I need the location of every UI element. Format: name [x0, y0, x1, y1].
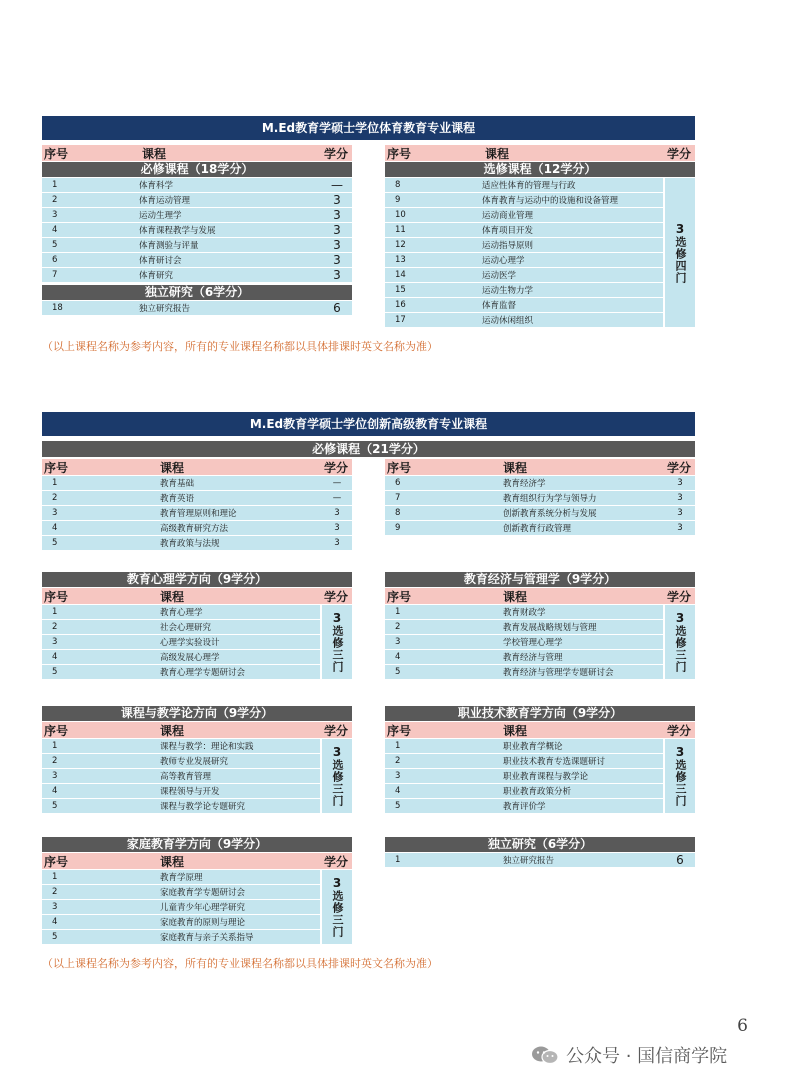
course-name: 教育发展战略规划与管理 — [503, 623, 597, 633]
column-header-row — [42, 722, 352, 738]
row-number: 3 — [52, 771, 58, 781]
row-number: 3 — [52, 210, 58, 220]
row-number: 2 — [52, 622, 58, 632]
row-number: 1 — [395, 741, 401, 751]
table-row — [42, 620, 320, 634]
course-name: 运动医学 — [482, 271, 517, 281]
course-name: 职业技术教育专选课题研讨 — [503, 757, 606, 767]
watermark-text: 公众号 · 国信商学院 — [566, 1046, 728, 1067]
course-name: 教育心理学专题研讨会 — [160, 668, 246, 678]
column-header-row — [42, 853, 352, 869]
course-name: 独立研究报告 — [139, 304, 191, 314]
credit-value: 3 — [677, 493, 683, 503]
table-row — [385, 665, 663, 679]
column-header-credit: 学分 — [324, 854, 349, 869]
wechat-watermark — [530, 1042, 727, 1068]
row-number: 5 — [395, 667, 401, 677]
section1-left-table — [42, 145, 352, 316]
table-row — [385, 635, 663, 649]
course-name: 教育学原理 — [160, 873, 203, 883]
column-header-course: 课程 — [503, 460, 528, 475]
course-name: 家庭教育的原则与理论 — [160, 918, 246, 928]
table-row — [42, 665, 320, 679]
course-name: 独立研究报告 — [503, 856, 555, 866]
table-row — [42, 915, 320, 929]
course-name: 创新教育行政管理 — [503, 524, 572, 534]
course-name: 职业教育政策分析 — [503, 787, 572, 797]
credit-elective-cell — [665, 739, 695, 813]
table-row — [42, 238, 352, 252]
row-number: 4 — [395, 786, 401, 796]
course-name: 体育研究 — [139, 271, 174, 281]
table-row — [42, 900, 320, 914]
column-header-course: 课程 — [503, 589, 528, 604]
course-name: 教育基础 — [160, 479, 195, 489]
row-number: 5 — [52, 667, 58, 677]
column-header-row — [42, 459, 352, 475]
column-header-no: 序号 — [387, 460, 412, 475]
credit-value: 3 — [334, 523, 340, 533]
row-number: 16 — [395, 300, 406, 310]
credit-value: 6 — [333, 301, 341, 315]
direction-title: 教育心理学方向（9学分） — [42, 572, 352, 587]
row-number: 5 — [52, 538, 58, 548]
course-name: 教育政策与法规 — [160, 539, 220, 549]
table-row — [42, 799, 320, 813]
course-name: 体育测验与评量 — [139, 241, 199, 251]
direction-title: 职业技术教育学方向（9学分） — [385, 706, 695, 721]
table-row — [385, 739, 663, 753]
table-row — [385, 754, 663, 768]
course-name: 教育管理原则和理论 — [160, 509, 237, 519]
column-header-no: 序号 — [44, 854, 69, 869]
direction-table-vocational — [385, 706, 695, 814]
wechat-icon — [530, 1044, 560, 1066]
row-number: 2 — [52, 887, 58, 897]
column-header-row — [385, 145, 695, 161]
course-name: 运动生理学 — [139, 211, 182, 221]
section2-required-left — [42, 459, 352, 551]
column-header-course: 课程 — [485, 146, 510, 161]
credit-value: 3 — [334, 508, 340, 518]
table-row — [42, 506, 352, 520]
course-name: 教育经济与管理学专题研讨会 — [503, 668, 614, 678]
course-name: 教育经济与管理 — [503, 653, 563, 663]
row-number: 1 — [52, 741, 58, 751]
row-number: 13 — [395, 255, 406, 265]
course-name: 课程与教学论专题研究 — [160, 802, 246, 812]
course-name: 体育研讨会 — [139, 256, 182, 266]
course-name: 运动休闲组织 — [482, 316, 534, 326]
credit-value: — — [332, 478, 342, 488]
course-name: 适应性体育的管理与行政 — [482, 181, 576, 191]
credit-value: 3 — [334, 538, 340, 548]
table-row — [42, 491, 352, 505]
table-row — [385, 238, 663, 252]
table-row — [385, 650, 663, 664]
row-number: 1 — [52, 872, 58, 882]
course-name: 儿童青少年心理学研究 — [160, 903, 246, 913]
table-row — [385, 476, 695, 490]
course-name: 课程领导与开发 — [160, 787, 220, 797]
column-header-row — [42, 145, 352, 161]
section2-title-bar: M.Ed教育学硕士学位创新高级教育专业课程 — [42, 412, 695, 436]
course-name: 教育英语 — [160, 494, 195, 504]
row-number: 3 — [52, 637, 58, 647]
credit-elective-cell — [665, 605, 695, 679]
course-name: 心理学实验设计 — [160, 638, 220, 648]
course-name: 运动生物力学 — [482, 286, 534, 296]
course-name: 高级教育研究方法 — [160, 524, 229, 534]
credit-elective-cell — [322, 739, 352, 813]
section2-required-title: 必修课程（21学分） — [42, 441, 695, 457]
credit-value: 3 — [333, 238, 341, 252]
credit-elective-number: 3 — [332, 876, 342, 890]
column-header-no: 序号 — [387, 723, 412, 738]
table-row — [42, 769, 320, 783]
row-number: 1 — [52, 478, 58, 488]
row-number: 5 — [52, 932, 58, 942]
row-number: 2 — [395, 622, 401, 632]
table-row — [42, 739, 320, 753]
row-number: 14 — [395, 270, 406, 280]
credit-elective-number: 3 — [332, 611, 342, 625]
credit-value: 3 — [677, 523, 683, 533]
row-number: 2 — [52, 493, 58, 503]
direction-title: 家庭教育学方向（9学分） — [42, 837, 352, 852]
column-header-credit: 学分 — [667, 589, 692, 604]
course-name: 体育教育与运动中的设施和设备管理 — [482, 196, 619, 206]
table-row — [385, 521, 695, 535]
page-number: 6 — [737, 1016, 748, 1036]
credit-elective-label: 选修四门 — [674, 235, 687, 284]
table-row — [385, 298, 663, 312]
credit-elective-label: 选修三门 — [674, 759, 687, 807]
table-row — [385, 313, 663, 327]
course-name: 社会心理研究 — [160, 623, 212, 633]
course-name: 学校管理心理学 — [503, 638, 563, 648]
column-header-course: 课程 — [142, 146, 167, 161]
table-row — [385, 193, 663, 207]
row-number: 1 — [52, 607, 58, 617]
table-row — [42, 208, 352, 222]
course-name: 体育运动管理 — [139, 196, 191, 206]
column-header-row — [385, 459, 695, 475]
direction-title: 课程与教学论方向（9学分） — [42, 706, 352, 721]
credit-value: 3 — [333, 208, 341, 222]
column-header-row — [42, 588, 352, 604]
credit-value: 3 — [677, 478, 683, 488]
table-row — [385, 491, 695, 505]
table-row — [42, 521, 352, 535]
table-row — [385, 268, 663, 282]
direction-table-psychology — [42, 572, 352, 680]
table-row — [385, 253, 663, 267]
column-header-credit: 学分 — [667, 723, 692, 738]
course-name: 教育评价学 — [503, 802, 546, 812]
row-number: 2 — [52, 195, 58, 205]
table-row — [385, 283, 663, 297]
row-number: 7 — [395, 493, 401, 503]
course-name: 高级发展心理学 — [160, 653, 220, 663]
column-header-credit: 学分 — [324, 723, 349, 738]
table-row — [42, 193, 352, 207]
table-row — [42, 268, 352, 282]
course-name: 课程与教学：理论和实践 — [160, 742, 254, 752]
credit-value: 3 — [677, 508, 683, 518]
direction-table-economics — [385, 572, 695, 680]
table-row — [42, 605, 320, 619]
credit-elective-cell — [322, 870, 352, 944]
course-name: 教育组织行为学与领导力 — [503, 494, 597, 504]
elective-courses-title: 选修课程（12学分） — [385, 162, 695, 177]
row-number: 3 — [52, 508, 58, 518]
course-name: 体育监督 — [482, 301, 517, 311]
row-number: 2 — [52, 756, 58, 766]
credit-value: 3 — [333, 268, 341, 282]
column-header-no: 序号 — [44, 589, 69, 604]
course-name: 创新教育系统分析与发展 — [503, 509, 597, 519]
row-number: 11 — [395, 225, 406, 235]
row-number: 2 — [395, 756, 401, 766]
row-number: 3 — [395, 637, 401, 647]
course-name: 职业教育学概论 — [503, 742, 563, 752]
credit-elective-number: 3 — [675, 221, 685, 236]
column-header-credit: 学分 — [324, 589, 349, 604]
credit-elective-number: 3 — [675, 745, 685, 759]
column-header-row — [385, 722, 695, 738]
table-row — [385, 208, 663, 222]
credit-value: 3 — [333, 223, 341, 237]
credit-elective-label: 选修三门 — [674, 625, 687, 673]
row-number: 3 — [52, 902, 58, 912]
section1-right-table — [385, 145, 695, 328]
table-row — [385, 506, 695, 520]
course-name: 家庭教育学专题研讨会 — [160, 888, 246, 898]
direction-title: 教育经济与管理学（9学分） — [385, 572, 695, 587]
course-name: 运动指导原则 — [482, 241, 534, 251]
credit-elective-cell — [322, 605, 352, 679]
table-row — [42, 650, 320, 664]
credit-elective-number: 3 — [675, 611, 685, 625]
section2-research-table — [385, 837, 695, 868]
table-row — [42, 301, 352, 315]
direction-table-curriculum — [42, 706, 352, 814]
table-row — [385, 784, 663, 798]
course-name: 体育项目开发 — [482, 226, 534, 236]
table-row — [385, 853, 695, 867]
table-row — [42, 784, 320, 798]
course-name: 高等教育管理 — [160, 772, 212, 782]
credit-elective-cell — [665, 178, 695, 327]
course-name: 教师专业发展研究 — [160, 757, 229, 767]
course-name: 运动商业管理 — [482, 211, 534, 221]
credit-value: 6 — [676, 853, 684, 867]
section1-title-bar: M.Ed教育学硕士学位体育教育专业课程 — [42, 116, 695, 140]
credit-elective-label: 选修三门 — [331, 890, 344, 938]
credit-value: 3 — [333, 193, 341, 207]
row-number: 5 — [52, 801, 58, 811]
table-row — [42, 223, 352, 237]
row-number: 9 — [395, 523, 401, 533]
table-row — [385, 178, 663, 192]
course-name: 教育经济学 — [503, 479, 546, 489]
row-number: 1 — [395, 607, 401, 617]
table-row — [42, 930, 320, 944]
row-number: 8 — [395, 508, 401, 518]
table-row — [385, 769, 663, 783]
course-name: 职业教育课程与教学论 — [503, 772, 589, 782]
required-courses-title: 必修课程（18学分） — [42, 162, 352, 177]
row-number: 6 — [52, 255, 58, 265]
row-number: 17 — [395, 315, 406, 325]
table-row — [42, 178, 352, 192]
row-number: 4 — [52, 652, 58, 662]
section2-required-right — [385, 459, 695, 536]
direction-table-family — [42, 837, 352, 945]
table-row — [385, 605, 663, 619]
row-number: 4 — [52, 523, 58, 533]
course-name: 教育心理学 — [160, 608, 203, 618]
column-header-course: 课程 — [160, 854, 185, 869]
table-row — [42, 635, 320, 649]
credit-elective-label: 选修三门 — [331, 759, 344, 807]
table-row — [42, 476, 352, 490]
section1-note: （以上课程名称为参考内容，所有的专业课程名称都以具体排课时英文名称为准） — [42, 340, 438, 353]
credit-value: — — [331, 178, 343, 192]
row-number: 8 — [395, 180, 401, 190]
column-header-row — [385, 588, 695, 604]
course-name: 家庭教育与亲子关系指导 — [160, 933, 254, 943]
row-number: 4 — [52, 786, 58, 796]
table-row — [42, 870, 320, 884]
row-number: 1 — [52, 180, 58, 190]
course-name: 教育财政学 — [503, 608, 546, 618]
row-number: 15 — [395, 285, 406, 295]
independent-research-title: 独立研究（6学分） — [42, 285, 352, 300]
row-number: 18 — [52, 303, 63, 313]
column-header-credit: 学分 — [667, 146, 692, 161]
row-number: 4 — [52, 917, 58, 927]
section2-note: （以上课程名称为参考内容，所有的专业课程名称都以具体排课时英文名称为准） — [42, 957, 438, 970]
row-number: 12 — [395, 240, 406, 250]
column-header-credit: 学分 — [324, 146, 349, 161]
credit-value: — — [332, 493, 342, 503]
row-number: 4 — [52, 225, 58, 235]
row-number: 3 — [395, 771, 401, 781]
table-row — [42, 885, 320, 899]
table-row — [385, 799, 663, 813]
credit-elective-number: 3 — [332, 745, 342, 759]
column-header-no: 序号 — [44, 723, 69, 738]
column-header-credit: 学分 — [667, 460, 692, 475]
course-name: 运动心理学 — [482, 256, 525, 266]
row-number: 4 — [395, 652, 401, 662]
table-row — [385, 223, 663, 237]
credit-elective-label: 选修三门 — [331, 625, 344, 673]
row-number: 1 — [395, 855, 401, 865]
column-header-course: 课程 — [160, 589, 185, 604]
column-header-credit: 学分 — [324, 460, 349, 475]
credit-value: 3 — [333, 253, 341, 267]
table-row — [385, 620, 663, 634]
table-row — [42, 253, 352, 267]
column-header-no: 序号 — [44, 460, 69, 475]
row-number: 9 — [395, 195, 401, 205]
column-header-course: 课程 — [503, 723, 528, 738]
course-name: 体育课程教学与发展 — [139, 226, 216, 236]
row-number: 5 — [52, 240, 58, 250]
column-header-no: 序号 — [387, 589, 412, 604]
table-row — [42, 536, 352, 550]
table-row — [42, 754, 320, 768]
independent-research-title: 独立研究（6学分） — [385, 837, 695, 852]
column-header-course: 课程 — [160, 460, 185, 475]
course-name: 体育科学 — [139, 181, 174, 191]
row-number: 5 — [395, 801, 401, 811]
row-number: 10 — [395, 210, 406, 220]
column-header-no: 序号 — [387, 146, 412, 161]
column-header-course: 课程 — [160, 723, 185, 738]
column-header-no: 序号 — [44, 146, 69, 161]
row-number: 7 — [52, 270, 58, 280]
row-number: 6 — [395, 478, 401, 488]
